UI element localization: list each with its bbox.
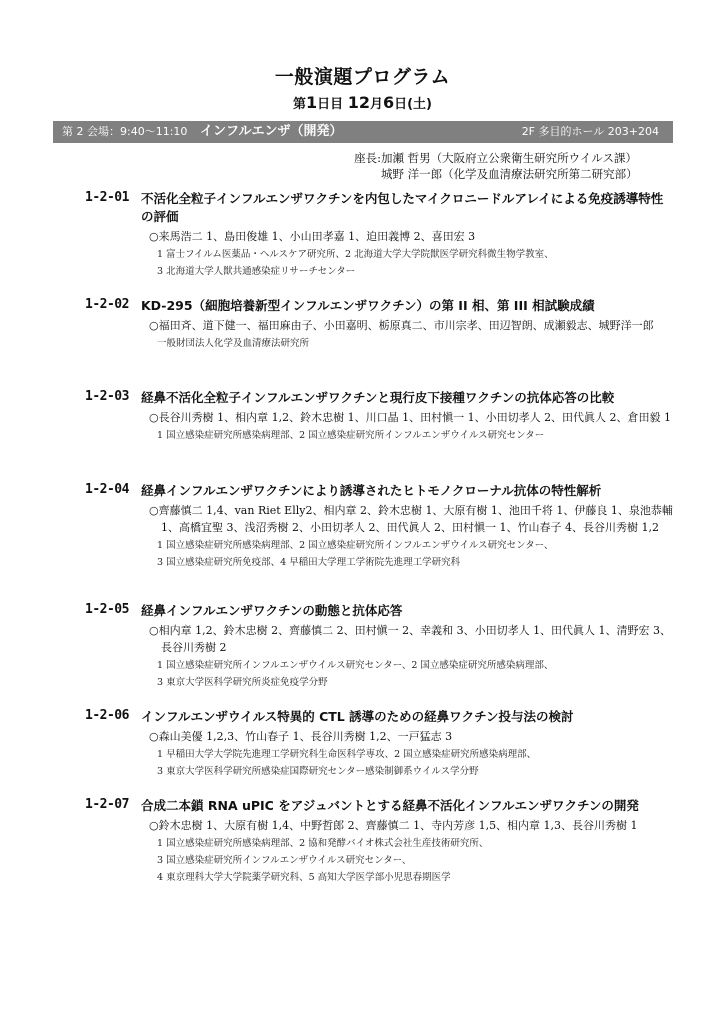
paper-id: 1-2-02 <box>85 297 129 312</box>
paper-affiliation: 1 国立感染症研究所感染病理部、2 国立感染症研究所インフルエンザウイルス研究センター、 <box>157 540 554 551</box>
paper-id: 1-2-05 <box>85 602 129 617</box>
paper-title: KD-295（細胞培養新型インフルエンザワクチン）の第 II 相、第 III 相試験成績 <box>141 298 595 313</box>
paper-affiliation: 1 早稲田大学大学院先進理工学研究科生命医科学専攻、2 国立感染症研究所感染病理部、 <box>157 749 537 760</box>
paper-1-2-01 <box>85 190 675 279</box>
paper-authors: ○齊藤慎二 1,4、van Riet Elly2、相内章 2、鈴木忠樹 1、大原有樹 1、池田千将 1、伊藤良 1、泉池恭輔 1、高橋宜聖 3、浅沼秀樹 2、小田切孝人 2、田代眞人 2、田村愼一 1、竹山春子 4、長谷川秀樹 1,2 <box>149 504 673 534</box>
paper-authors: ○鈴木忠樹 1、大原有樹 1,4、中野哲郎 2、齊藤慎二 1、寺内芳彦 1,5、相内章 1,3、長谷川秀樹 1 <box>149 819 638 832</box>
session-label: 第 2 会場：9:40～11:10 <box>62 125 188 138</box>
chairs <box>343 150 663 182</box>
day-number: 1 <box>306 93 318 112</box>
program-date <box>0 93 725 112</box>
paper-1-2-04 <box>85 482 675 570</box>
paper-id: 1-2-01 <box>85 190 129 205</box>
day-of-month: 6 <box>382 93 395 112</box>
paper-affiliation: 1 富士フイルム医薬品・ヘルスケア研究所、2 北海道大学大学院獣医学研究科微生物学教室、 <box>157 249 554 260</box>
session-room: 2F 多目的ホール 203+204 <box>521 125 659 138</box>
paper-title: 経鼻インフルエンザワクチンにより誘導されたヒトモノクローナル抗体の特性解析 <box>141 483 602 498</box>
date-prefix: 第 <box>293 97 307 112</box>
session-title: インフルエンザ（開発） <box>200 124 343 139</box>
paper-affiliation: 1 国立感染症研究所インフルエンザウイルス研究センター、2 国立感染症研究所感染病理部、 <box>157 660 554 671</box>
session-bar <box>53 121 673 143</box>
date-suffix: 日(土) <box>394 97 432 112</box>
paper-affiliation: 1 国立感染症研究所感染病理部、2 協和発酵バイオ株式会社生産技術研究所、 <box>157 838 489 849</box>
paper-1-2-06 <box>85 708 675 779</box>
month-number: 12 <box>347 93 370 112</box>
paper-title: インフルエンザウイルス特異的 CTL 誘導のための経鼻ワクチン投与法の検討 <box>141 709 574 724</box>
paper-title: 不活化全粒子インフルエンザワクチンを内包したマイクロニードルアレイによる免疫誘導特性の評価 <box>141 191 664 224</box>
paper-affiliation: 3 国立感染症研究所インフルエンザウイルス研究センター、 <box>157 855 412 866</box>
paper-1-2-05 <box>85 602 675 690</box>
paper-id: 1-2-03 <box>85 389 129 404</box>
paper-title: 合成二本鎖 RNA uPIC をアジュバントとする経鼻不活化インフルエンザワクチンの開発 <box>141 798 639 813</box>
paper-affiliation: 3 国立感染症研究所免疫部、4 早稲田大学理工学術院先進理工学研究科 <box>157 557 461 568</box>
paper-authors: ○長谷川秀樹 1、相内章 1,2、鈴木忠樹 1、川口晶 1、田村愼一 1、小田切孝人 2、田代眞人 2、倉田毅 1 <box>149 411 672 424</box>
chairs-label: 座長: <box>354 151 381 165</box>
paper-title: 経鼻インフルエンザワクチンの動態と抗体応答 <box>141 603 403 618</box>
paper-1-2-07 <box>85 797 675 885</box>
paper-1-2-03 <box>85 389 675 443</box>
paper-1-2-02 <box>85 297 675 351</box>
paper-authors: ○福田斉、道下健一、福田麻由子、小田嘉明、栃原真二、市川宗孝、田辺智朗、成瀬毅志、城野洋一郎 <box>149 319 654 332</box>
chair-2: 城野 洋一郎（化学及血清療法研究所第二研究部） <box>381 167 638 181</box>
paper-id: 1-2-07 <box>85 797 129 812</box>
paper-affiliation: 一般財団法人化学及血清療法研究所 <box>157 338 310 349</box>
paper-title: 経鼻不活化全粒子インフルエンザワクチンと現行皮下接種ワクチンの抗体応答の比較 <box>141 390 615 405</box>
page-title: 一般演題プログラム <box>274 66 451 88</box>
paper-authors: ○森山美優 1,2,3、竹山春子 1、長谷川秀樹 1,2、一戸猛志 3 <box>149 730 453 743</box>
date-mid: 日目 <box>317 97 348 112</box>
paper-id: 1-2-06 <box>85 708 129 723</box>
paper-affiliation: 1 国立感染症研究所感染病理部、2 国立感染症研究所インフルエンザウイルス研究センター <box>157 430 545 441</box>
paper-authors: ○相内章 1,2、鈴木忠樹 2、齊藤慎二 2、田村愼一 2、幸義和 3、小田切孝人 1、田代眞人 1、清野宏 3、長谷川秀樹 2 <box>149 624 672 654</box>
paper-affiliation: 3 東京大学医科学研究所感染症国際研究センター感染制御系ウイルス学分野 <box>157 766 479 777</box>
paper-id: 1-2-04 <box>85 482 129 497</box>
paper-affiliation: 3 北海道大学人獣共通感染症リサーチセンター <box>157 266 356 277</box>
paper-authors: ○来馬浩二 1、島田俊雄 1、小山田孝嘉 1、迫田義博 2、喜田宏 3 <box>149 230 476 243</box>
paper-affiliation: 4 東京理科大学大学院薬学研究科、5 高知大学医学部小児思春期医学 <box>157 872 451 883</box>
paper-affiliation: 3 東京大学医科学研究所炎症免疫学分野 <box>157 677 328 688</box>
chair-1: 加瀬 哲男（大阪府立公衆衛生研究所ウイルス課） <box>381 151 637 165</box>
date-mid2: 月 <box>369 97 383 112</box>
